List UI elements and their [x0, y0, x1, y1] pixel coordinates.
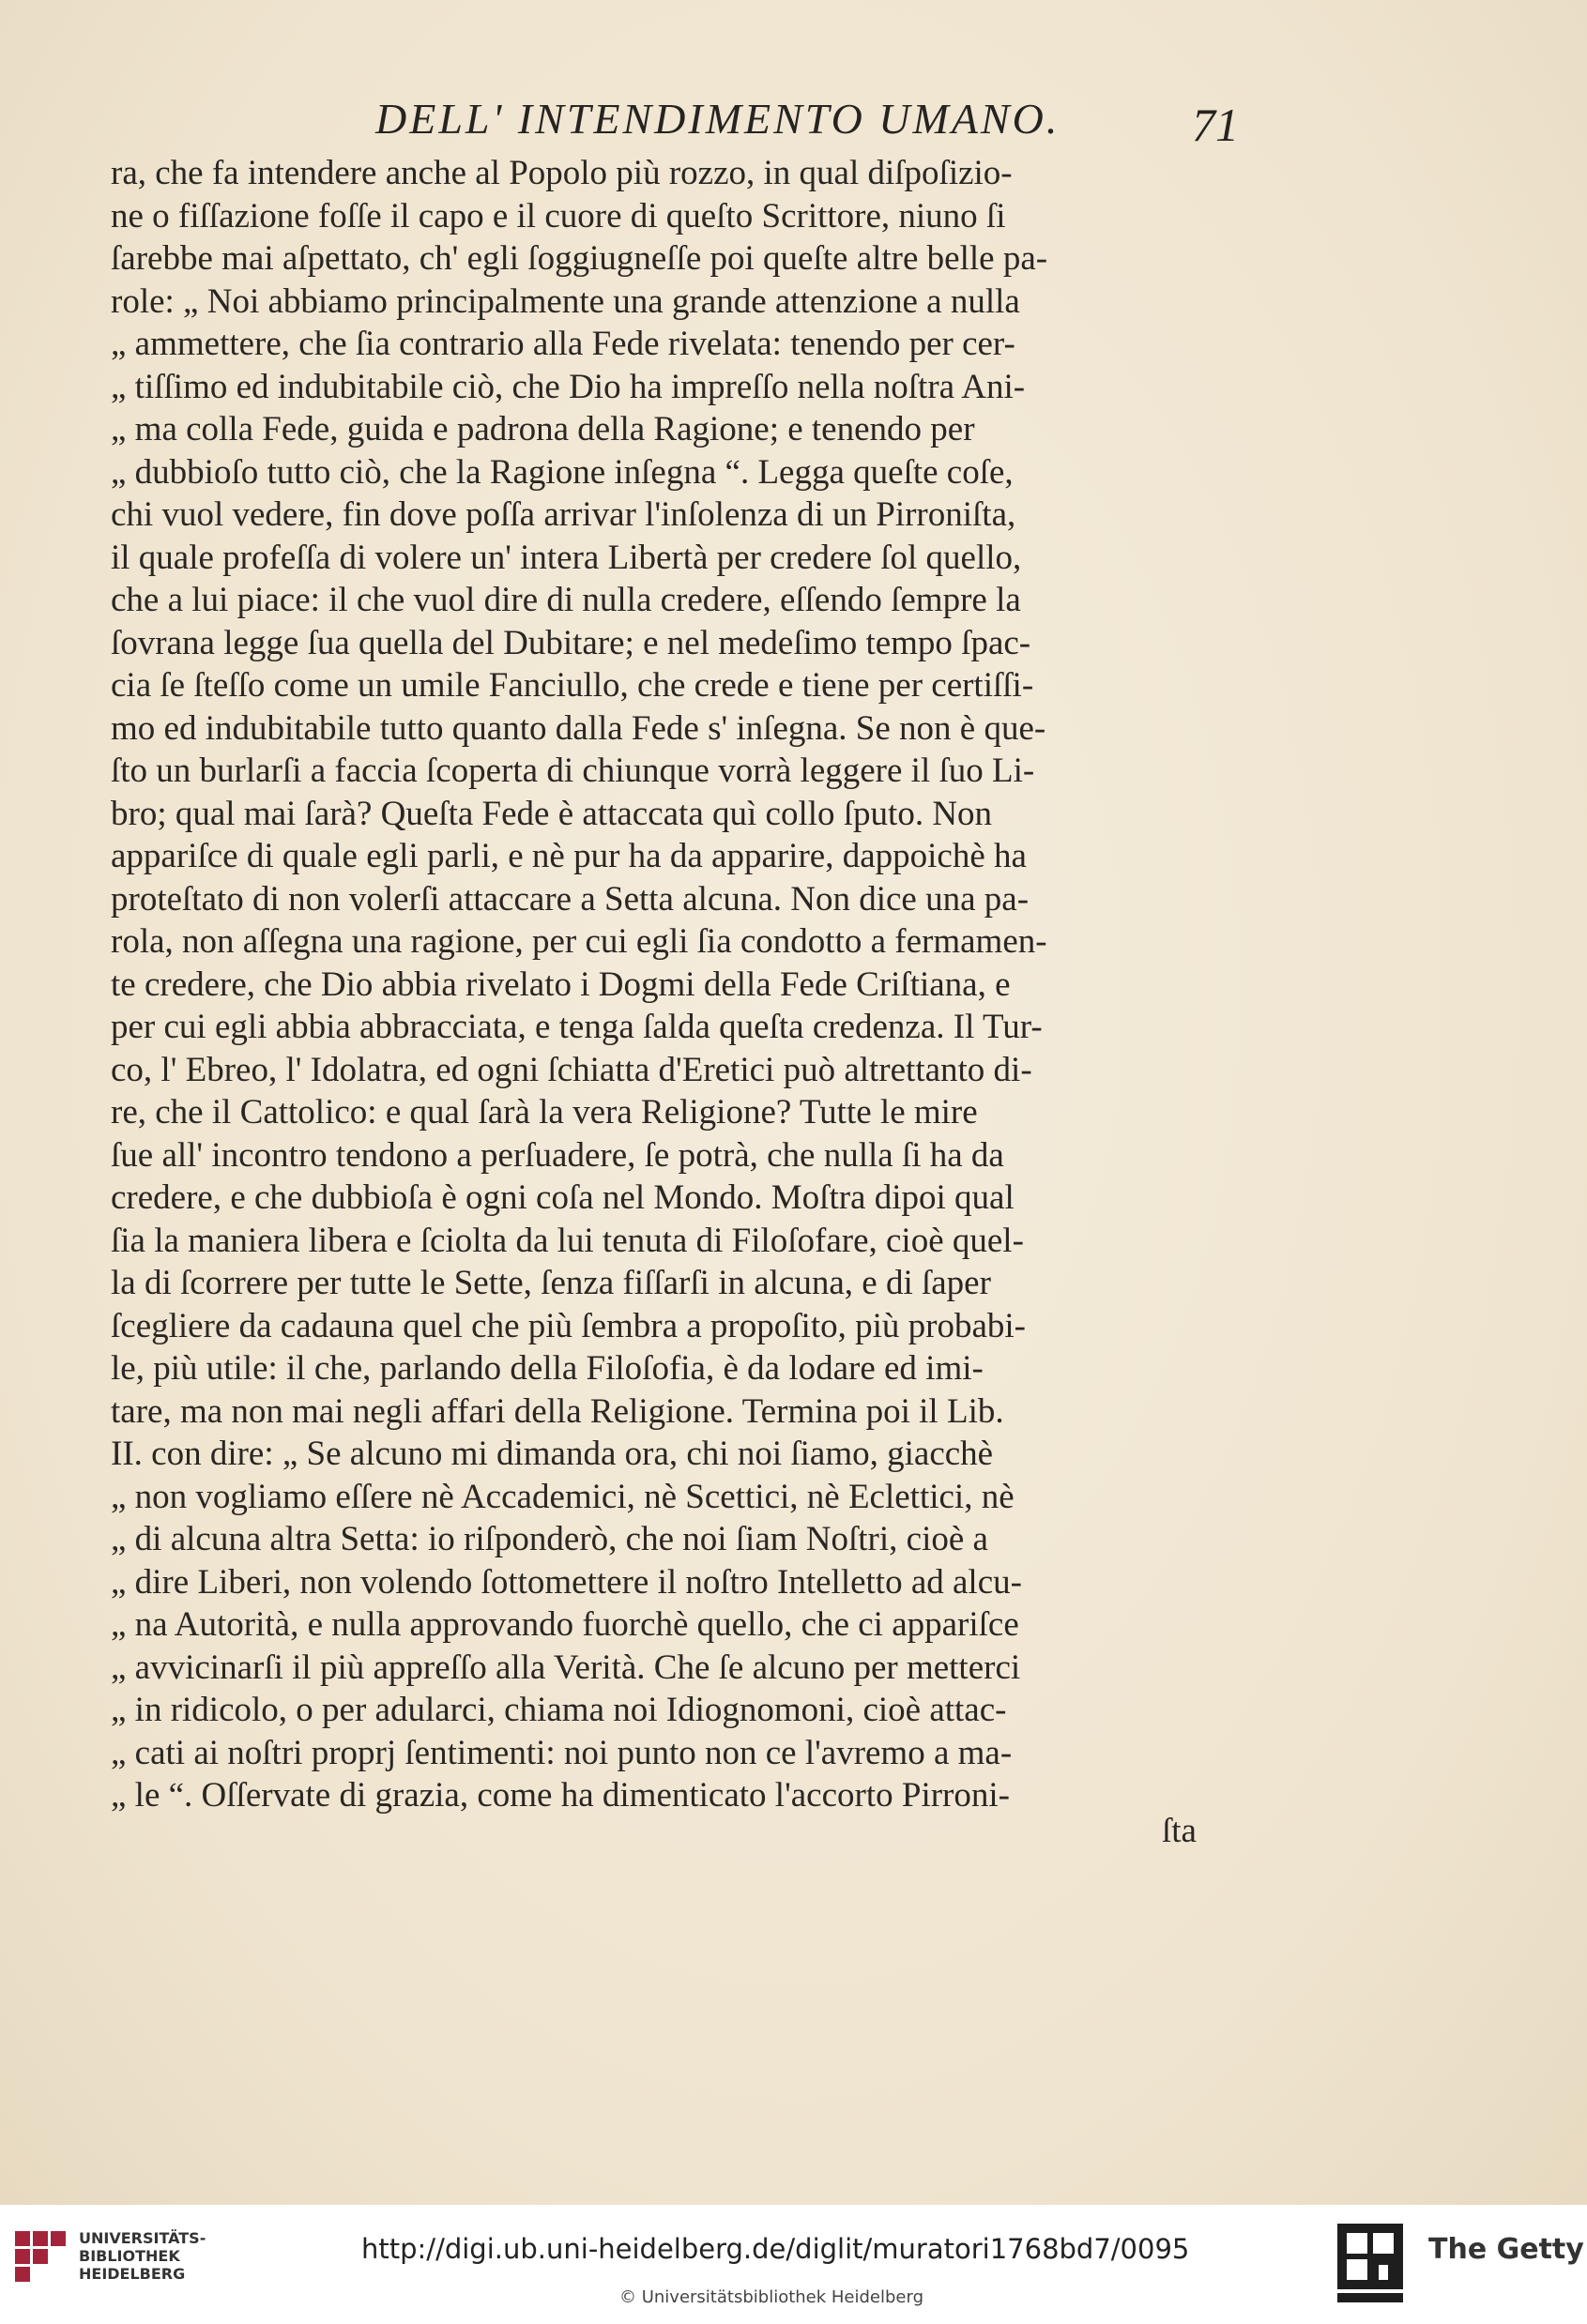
library-name-line: UNIVERSITÄTS-: [79, 2229, 206, 2247]
text-line: cia ſe ſteſſo come un umile Fanciullo, che crede e tiene per certiſſi-: [111, 666, 1034, 705]
library-name: [79, 2229, 206, 2283]
text-line: role: „ Noi abbiamo principalmente una grande attenzione a nulla: [111, 281, 1020, 321]
copyright-notice: © Universitätsbibliothek Heidelberg: [619, 2287, 924, 2307]
text-line: il quale profeſſa di volere un' intera Libertà per credere ſol quello,: [111, 538, 1022, 577]
viewer-footer: [0, 2205, 1587, 2324]
text-line: le, più utile: il che, parlando della Filoſofia, è da lodare ed imi-: [111, 1349, 984, 1388]
ub-heidelberg-logo-icon: [13, 2229, 68, 2284]
partner-name: The Getty: [1428, 2233, 1584, 2266]
text-line: per cui egli abbia abbracciata, e tenga ſalda queſta credenza. Il Tur-: [111, 1008, 1043, 1046]
running-head: DELL' INTENDIMENTO UMANO.: [375, 95, 1061, 143]
text-line: ſto un burlarſi a faccia ſcoperta di chiunque vorrà leggere il ſuo Li-: [111, 752, 1035, 790]
text-line: „ ammettere, che ſia contrario alla Fede rivelata: tenendo per cer-: [111, 325, 1015, 363]
text-line: ſue all' incontro tendono a perſuadere, ſe potrà, che nulla ſi ha da: [111, 1135, 1004, 1175]
text-line: che a lui piace: il che vuol dire di nulla credere, eſſendo ſempre la: [111, 581, 1021, 619]
library-name-line: HEIDELBERG: [79, 2265, 186, 2283]
text-line: proteſtato di non volerſi attaccare a Setta alcuna. Non dice una pa-: [111, 879, 1030, 919]
text-line: te credere, che Dio abbia rivelato i Dogmi della Fede Criſtiana, e: [111, 965, 1011, 1004]
text-line: „ avvicinarſi il più appreſſo alla Verità. Che ſe alcuno per metterci: [111, 1648, 1021, 1687]
text-line: ſia la maniera libera e ſciolta da lui tenuta di Filoſofare, cioè quel-: [111, 1221, 1024, 1260]
text-line: ſarebbe mai aſpettato, ch' egli ſoggiugneſſe poi queſte altre belle pa-: [111, 239, 1048, 278]
page-number: 71: [1192, 99, 1239, 151]
text-line: bro; qual mai ſarà? Queſta Fede è attaccata quì collo ſputo. Non: [111, 794, 993, 833]
library-name-line: BIBLIOTHEK: [79, 2247, 180, 2265]
text-line: ra, che fa intendere anche al Popolo più rozzo, in qual diſpoſizio-: [111, 154, 1013, 192]
text-line: „ dire Liberi, non volendo ſottomettere il noſtro Intelletto ad alcu-: [111, 1562, 1022, 1602]
permalink-url[interactable]: http://digi.ub.uni-heidelberg.de/diglit/muratori1768bd7/0095: [361, 2233, 1190, 2265]
text-line: „ na Autorità, e nulla approvando fuorchè quello, che ci appariſce: [111, 1605, 1019, 1644]
text-line: „ dubbioſo tutto ciò, che la Ragione inſegna “. Legga queſte coſe,: [111, 452, 1014, 492]
text-line: „ cati ai noſtri proprj ſentimenti: noi punto non ce l'avremo a ma-: [111, 1733, 1013, 1772]
getty-logo-icon: [1337, 2224, 1403, 2308]
text-line: ſcegliere da cadauna quel che più ſembra a propoſito, più probabi-: [111, 1306, 1026, 1345]
text-line: rola, non aſſegna una ragione, per cui egli ſia condotto a fermamen-: [111, 922, 1047, 961]
text-line: II. con dire: „ Se alcuno mi dimanda ora, chi noi ſiamo, giacchè: [111, 1435, 994, 1473]
text-line: re, che il Cattolico: e qual ſarà la vera Religione? Tutte le mire: [111, 1093, 978, 1132]
text-line: „ tiſſimo ed indubitabile ciò, che Dio ha impreſſo nella noſtra Ani-: [111, 367, 1026, 406]
text-line: „ le “. Oſſervate di grazia, come ha dimenticato l'accorto Pirroni-: [111, 1776, 1010, 1815]
body-text: [111, 152, 1293, 1817]
text-line: credere, e che dubbioſa è ogni coſa nel Mondo. Moſtra dipoi qual: [111, 1178, 1015, 1217]
catchword: ſta: [1162, 1812, 1197, 1850]
text-line: co, l' Ebreo, l' Idolatra, ed ogni ſchiatta d'Eretici può altrettanto di-: [111, 1050, 1032, 1089]
text-line: „ in ridicolo, o per adularci, chiama noi Idiognomoni, cioè attac-: [111, 1691, 1007, 1729]
text-line: „ di alcuna altra Setta: io riſponderò, che noi ſiam Noſtri, cioè a: [111, 1520, 988, 1558]
text-line: ſovrana legge ſua quella del Dubitare; e nel medeſimo tempo ſpac-: [111, 623, 1031, 662]
text-line: „ ma colla Fede, guida e padrona della Ragione; e tenendo per: [111, 410, 975, 448]
text-line: mo ed indubitabile tutto quanto dalla Fede s' inſegna. Se non è que-: [111, 708, 1046, 748]
text-line: ne o fiſſazione foſſe il capo e il cuore di queſto Scrittore, niuno ſi: [111, 196, 1006, 235]
text-line: appariſce di quale egli parli, e nè pur ha da apparire, dappoichè ha: [111, 837, 1027, 875]
text-line: tare, ma non mai negli affari della Religione. Termina poi il Lib.: [111, 1391, 1004, 1431]
text-line: la di ſcorrere per tutte le Sette, ſenza fiſſarſi in alcuna, e di ſaper: [111, 1264, 991, 1302]
text-line: chi vuol vedere, fin dove poſſa arrivar l'inſolenza di un Pirroniſta,: [111, 495, 1016, 534]
text-line: „ non vogliamo eſſere nè Accademici, nè Scettici, nè Eclettici, nè: [111, 1477, 1015, 1516]
